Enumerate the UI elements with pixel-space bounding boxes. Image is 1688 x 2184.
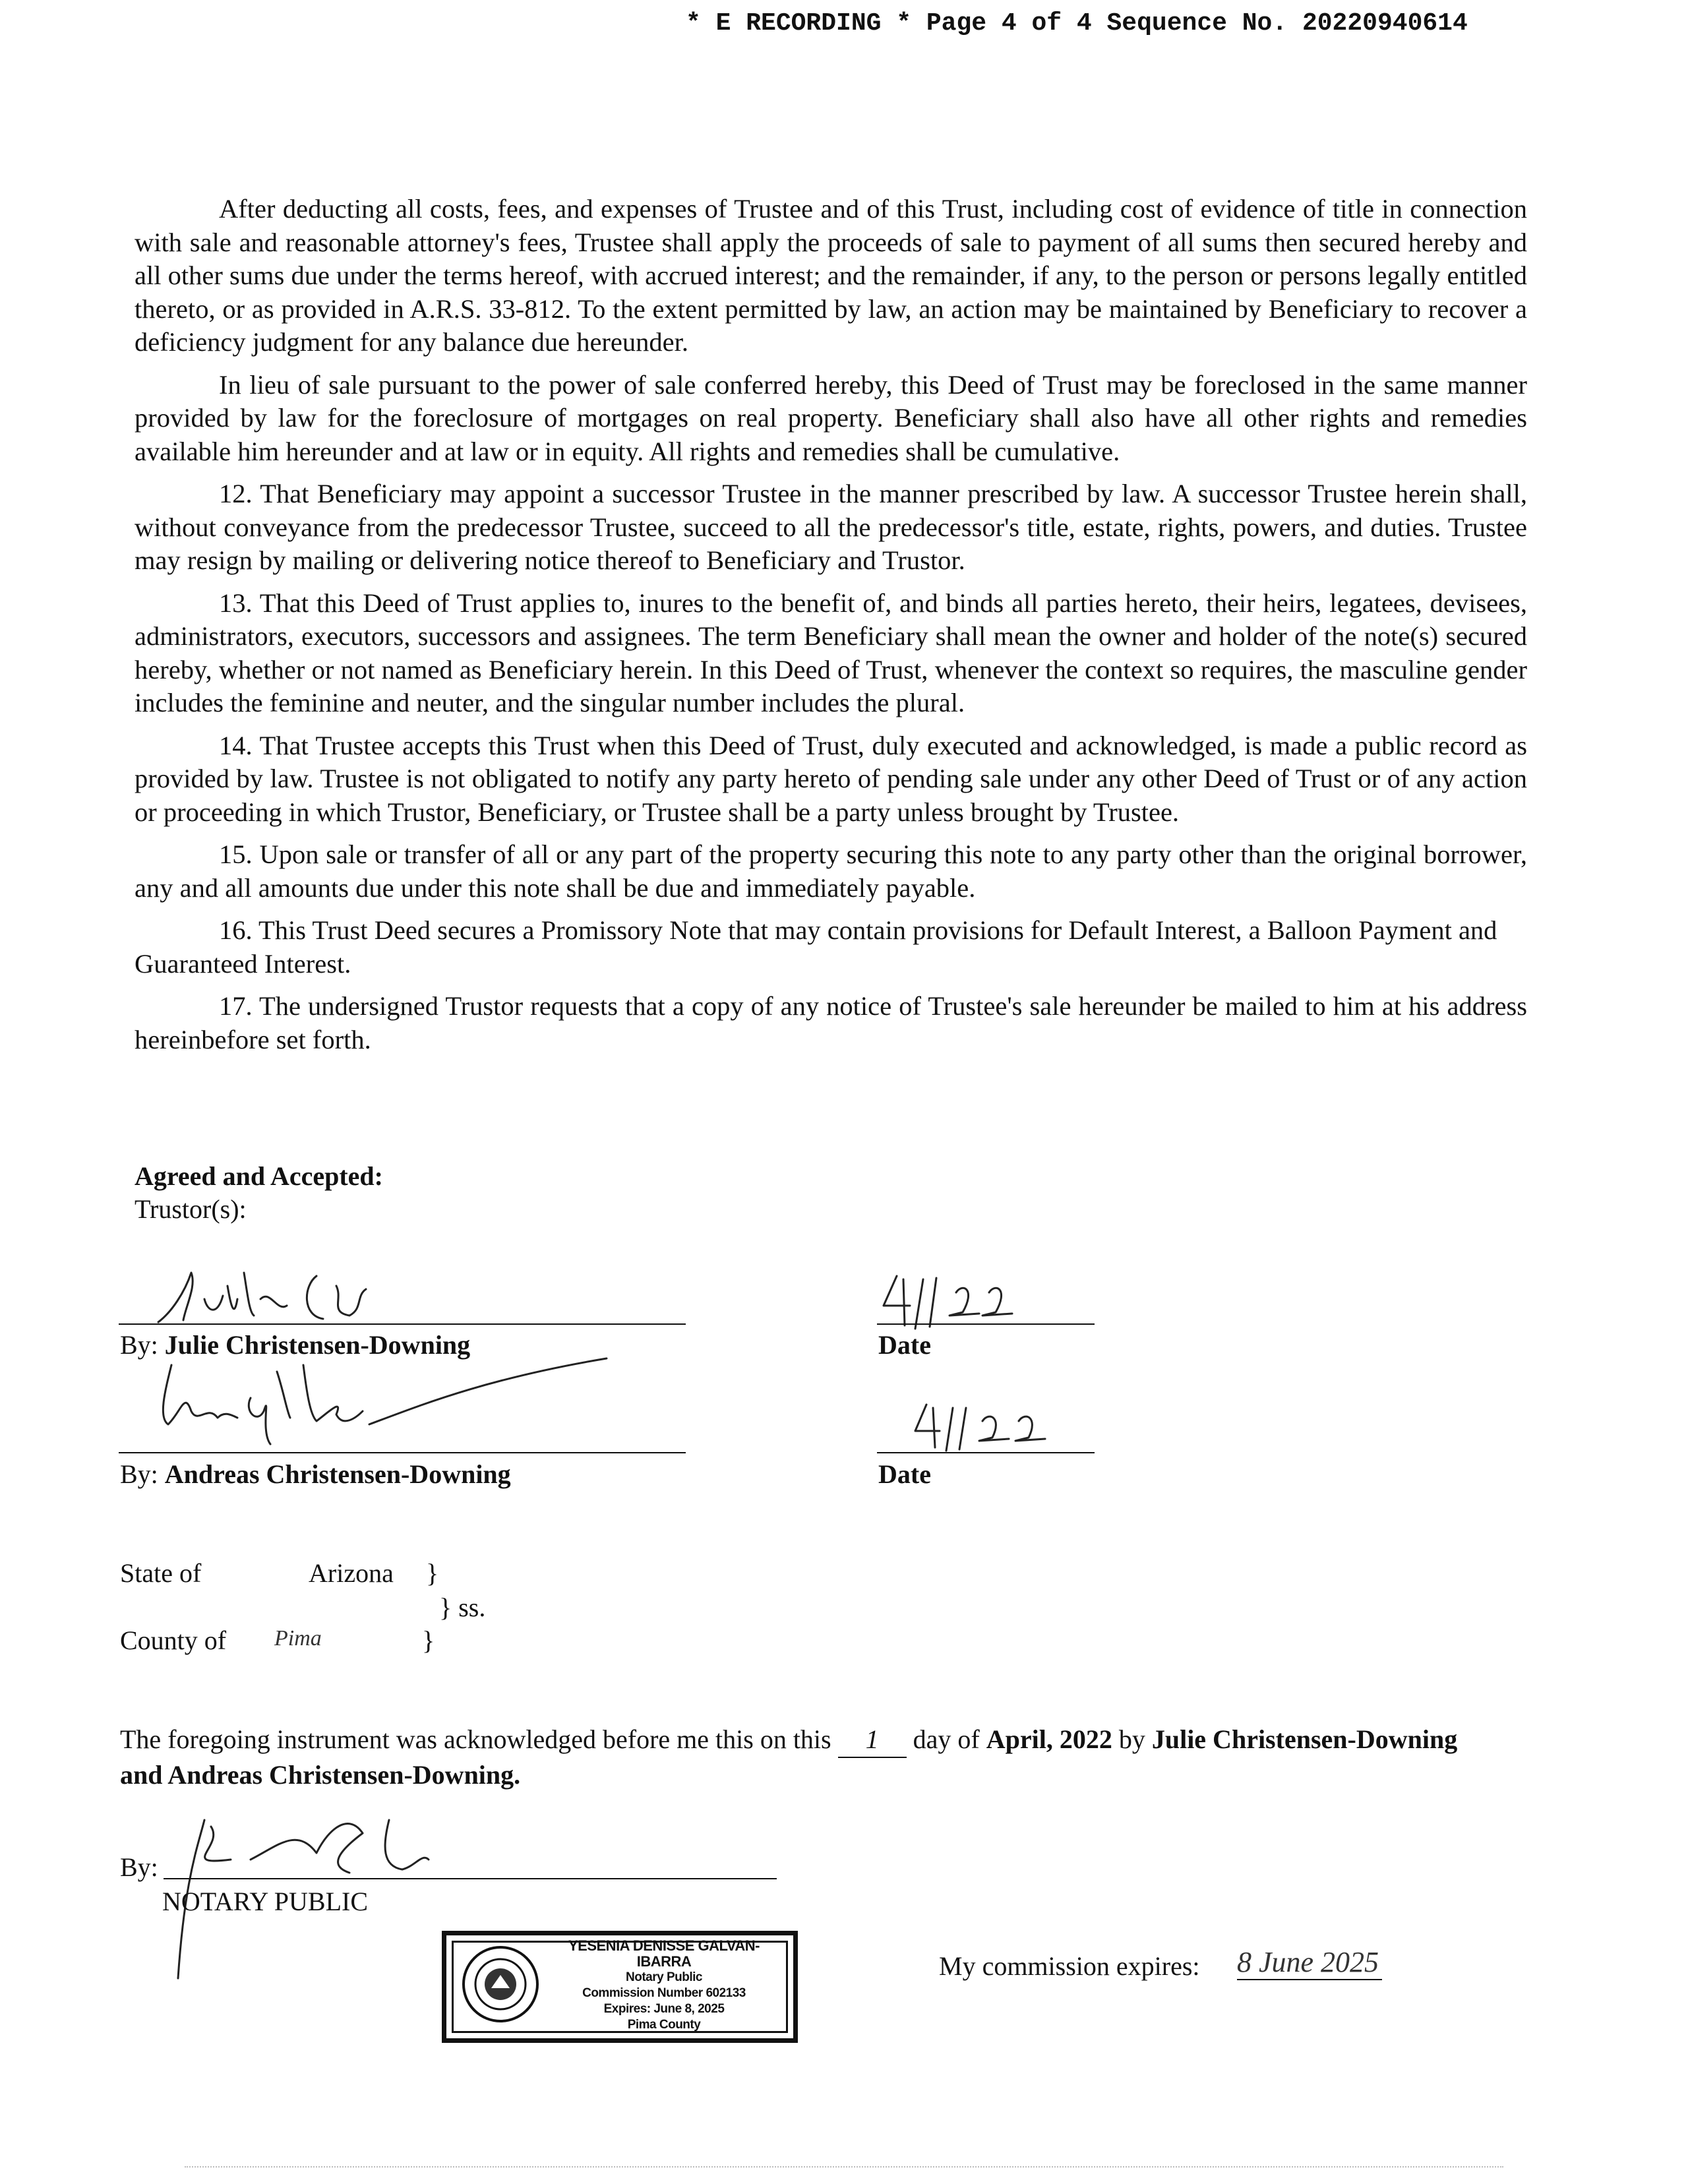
venue-ss: } ss. xyxy=(439,1592,486,1622)
stamp-line-expires: Expires: June 8, 2025 xyxy=(603,2002,725,2016)
venue-brace-bottom: } xyxy=(422,1625,435,1655)
date-line-2 xyxy=(877,1452,1095,1453)
signer1-by: By: Julie Christensen-Downing xyxy=(120,1330,471,1360)
deed-body xyxy=(135,193,1527,1066)
paragraph-14: 14. That Trustee accepts this Trust when this Deed of Trust, duly executed and acknowledged, is made a public record as provided by law. Trustee is not obligated to notify any party hereto of pending sale under any other Deed of Trust or of any action or proceeding in which Trustor, Beneficiary, or Trustee shall be a party unless brought by Trustee. xyxy=(135,730,1527,827)
signature-line-julie xyxy=(119,1323,686,1325)
handwritten-date-1 xyxy=(877,1266,1088,1332)
paragraph-15: 15. Upon sale or transfer of all or any part of the property securing this note to any party other than the original borrower, any and all amounts due under this note shall be due and immediately payable. xyxy=(135,839,1527,903)
stamp-line-commission: Commission Number 602133 xyxy=(582,1986,746,2000)
date-label-1: Date xyxy=(878,1330,931,1360)
notary-stamp xyxy=(442,1931,798,2043)
notary-public-title: NOTARY PUBLIC xyxy=(162,1887,369,1916)
arizona-seal-icon xyxy=(461,1945,540,2024)
date-line-1 xyxy=(877,1323,1095,1325)
date-label-2: Date xyxy=(878,1459,931,1489)
signature-julie xyxy=(145,1259,488,1332)
acknowledgment-text: The foregoing instrument was acknowledged before me this on this 1 day of April, 2022 by Julie Christensen-Downing and Andreas Christensen-Downing. xyxy=(120,1722,1505,1792)
paragraph-13: 13. That this Deed of Trust applies to, inures to the benefit of, and binds all parties hereto, their heirs, legatees, devisees, administrators, executors, successors and assignees. The term Beneficiary shall mean the owner and holder of the note(s) secured hereby, whether or not named as Beneficiary herein. In this Deed of Trust, whenever the context so requires, the masculine gender includes the feminine and neuter, and the singular number includes the plural. xyxy=(135,588,1527,717)
signature-andreas xyxy=(145,1352,633,1451)
commission-expires-value: 8 June 2025 xyxy=(1237,1945,1382,1980)
paragraph-17: 17. The undersigned Trustor requests that a copy of any notice of Trustee's sale hereunder be mailed to him at his address hereinbefore set forth. xyxy=(135,991,1527,1054)
notary-signature-line xyxy=(164,1878,777,1879)
state-label: State of xyxy=(120,1558,202,1588)
scan-artifact-line xyxy=(185,2166,1503,2170)
paragraph-foreclosure: In lieu of sale pursuant to the power of sale conferred hereby, this Deed of Trust may be foreclosed in the same manner provided by law for the foreclosure of mortgages on real property. Beneficiary shall also have all other rights and remedies available him hereunder and at law or in equity. All rights and remedies shall be cumulative. xyxy=(135,369,1527,466)
stamp-line-county: Pima County xyxy=(627,2018,701,2032)
paragraph-16: 16. This Trust Deed secures a Promissory Note that may contain provisions for Default Interest, a Balloon Payment and Guaranteed Interest. xyxy=(135,915,1497,979)
commission-expires-label: My commission expires: xyxy=(939,1951,1200,1981)
trustors-label: Trustor(s): xyxy=(135,1194,247,1224)
recording-header: * E RECORDING * Page 4 of 4 Sequence No. 20220940614 xyxy=(686,9,1468,38)
paragraph-12: 12. That Beneficiary may appoint a successor Trustee in the manner prescribed by law. A successor Trustee herein shall, without conveyance from the predecessor Trustee, succeed to all the predecessor's title, estate, rights, powers, and duties. Trustee may resign by mailing or delivering notice thereof to Beneficiary and Trustor. xyxy=(135,479,1527,575)
stamp-notary-name: YESENIA DENISSE GALVAN-IBARRA xyxy=(568,1937,760,1970)
signer2-by: By: Andreas Christensen-Downing xyxy=(120,1459,511,1489)
signer1-name: Julie Christensen-Downing xyxy=(164,1330,471,1360)
notary-by-label: By: xyxy=(120,1852,158,1882)
signature-line-andreas xyxy=(119,1452,686,1453)
stamp-line-notary: Notary Public xyxy=(626,1970,702,1984)
county-label: County of xyxy=(120,1625,227,1655)
paragraph-proceeds: After deducting all costs, fees, and expenses of Trustee and of this Trust, including cost of evidence of title in connection with sale and reasonable attorney's fees, Trustee shall apply the proceeds of sale to payment of all sums then secured hereby and all other sums due under the terms hereof, with accrued interest; and the remainder, if any, to the person or persons legally entitled thereto, or as provided in A.R.S. 33-812. To the extent permitted by law, an action may be maintained by Beneficiary to recover a deficiency judgment for any balance due hereunder. xyxy=(135,194,1527,357)
venue-brace-top: } xyxy=(426,1558,439,1588)
agreed-accepted-label: Agreed and Accepted: xyxy=(135,1161,383,1191)
state-value: Arizona xyxy=(309,1558,394,1588)
county-value: Pima xyxy=(274,1626,322,1651)
stamp-text-block xyxy=(552,1938,776,2033)
signer2-name: Andreas Christensen-Downing xyxy=(164,1459,511,1489)
handwritten-date-2 xyxy=(910,1398,1108,1457)
acknowledgment-day: 1 xyxy=(838,1722,907,1758)
